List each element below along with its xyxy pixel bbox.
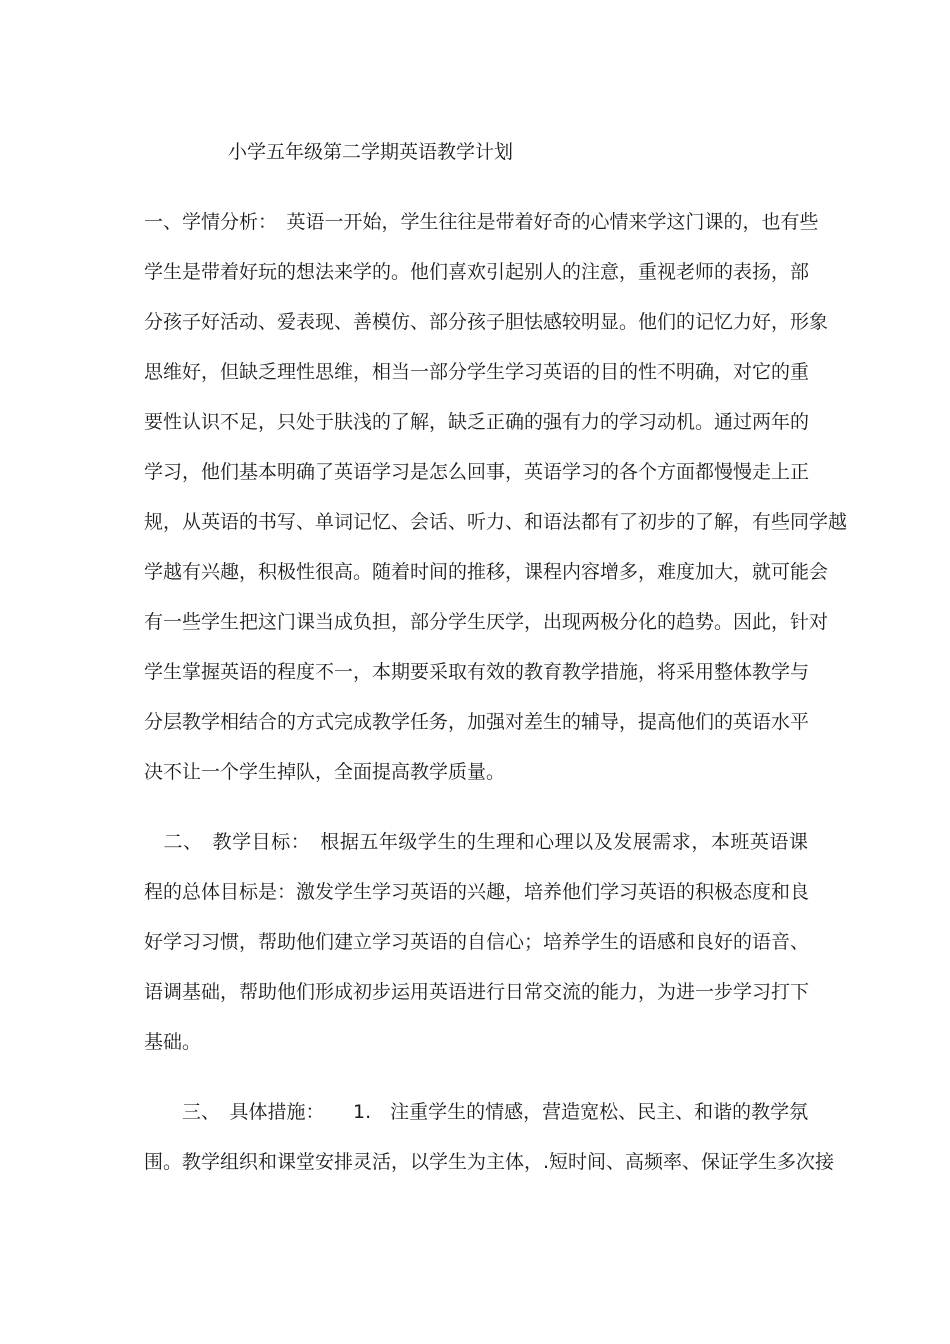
paragraph-line: 三、 具体措施： 1. 注重学生的情感，营造宽松、民主、和谐的教学氛 (144, 1101, 809, 1123)
paragraph-line: 分层教学相结合的方式完成教学任务，加强对差生的辅导，提高他们的英语水平 (144, 711, 810, 733)
paragraph-line: 决不让一个学生掉队，全面提高教学质量。 (144, 761, 506, 783)
paragraph-line: 学生是带着好玩的想法来学的。他们喜欢引起别人的注意，重视老师的表扬，部 (144, 261, 810, 283)
paragraph-line: 基础。 (144, 1031, 202, 1053)
document-title: 小学五年级第二学期英语教学计划 (228, 141, 514, 163)
paragraph-line: 学生掌握英语的程度不一，本期要采取有效的教育教学措施，将采用整体教学与 (144, 661, 810, 683)
paragraph-line: 学越有兴趣，积极性很高。随着时间的推移，课程内容增多，难度加大，就可能会 (144, 561, 829, 583)
paragraph-line: 好学习习惯，帮助他们建立学习英语的自信心；培养学生的语感和良好的语音、 (144, 931, 810, 953)
paragraph-line: 二、 教学目标： 根据五年级学生的生理和心理以及发展需求，本班英语课 (144, 831, 808, 853)
paragraph-line: 学习，他们基本明确了英语学习是怎么回事，英语学习的各个方面都慢慢走上正 (144, 461, 810, 483)
paragraph-line: 围。教学组织和课堂安排灵活，以学生为主体，.短时间、高频率、保证学生多次接 (144, 1151, 835, 1173)
paragraph-line: 思维好，但缺乏理性思维，相当一部分学生学习英语的目的性不明确，对它的重 (144, 361, 810, 383)
paragraph-line: 语调基础，帮助他们形成初步运用英语进行日常交流的能力，为进一步学习打下 (144, 981, 810, 1003)
paragraph-line: 规，从英语的书写、单词记忆、会话、听力、和语法都有了初步的了解，有些同学越 (144, 511, 848, 533)
paragraph-line: 程的总体目标是：激发学生学习英语的兴趣，培养他们学习英语的积极态度和良 (144, 881, 810, 903)
paragraph-line: 一、学情分析： 英语一开始，学生往往是带着好奇的心情来学这门课的，也有些 (144, 211, 819, 233)
paragraph-line: 有一些学生把这门课当成负担，部分学生厌学，出现两极分化的趋势。因此，针对 (144, 611, 829, 633)
paragraph-line: 分孩子好活动、爱表现、善模仿、部分孩子胆怯感较明显。他们的记忆力好，形象 (144, 311, 829, 333)
paragraph-line: 要性认识不足，只处于肤浅的了解，缺乏正确的强有力的学习动机。通过两年的 (144, 411, 810, 433)
